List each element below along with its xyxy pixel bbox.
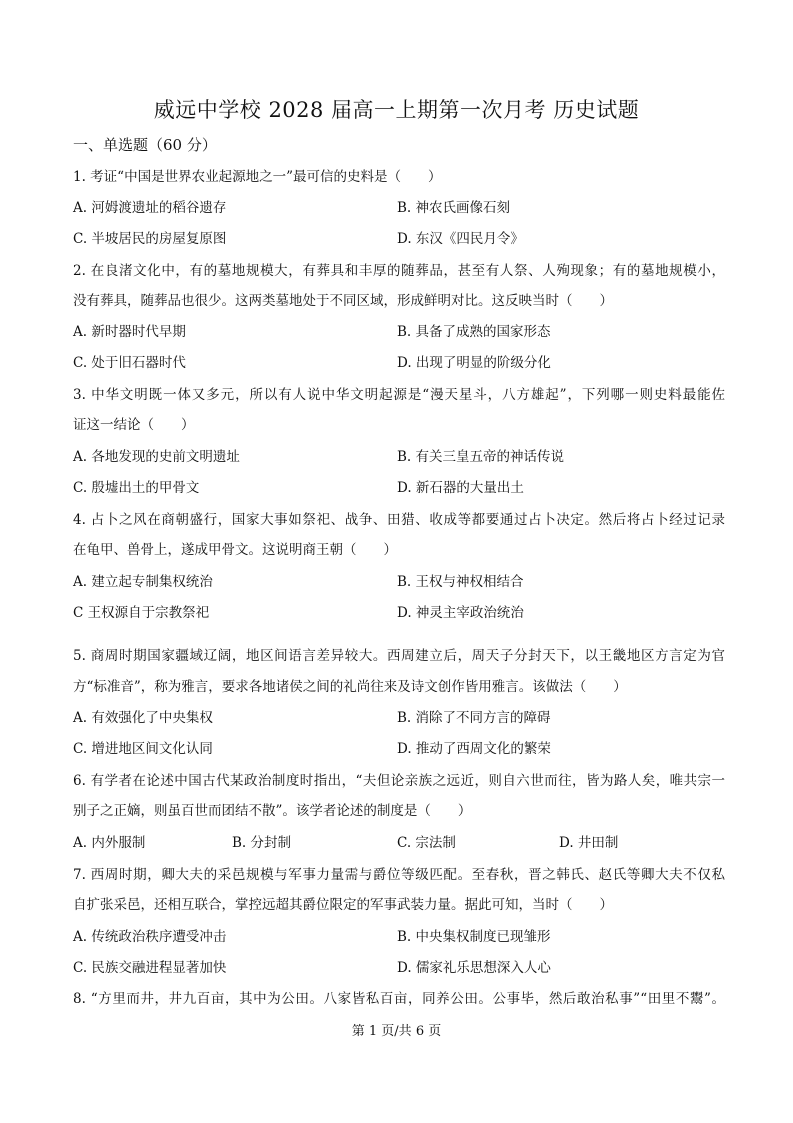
question-4-stem-line-1: 4. 占卜之风在商朝盛行，国家大事如祭祀、战争、田猎、收成等都要通过占卜决定。然后将占卜经过记录: [73, 512, 725, 528]
question-1-option-a: A. 河姆渡遗址的稻谷遗存: [73, 200, 227, 216]
question-6-stem-line-1: 6. 有学者在论述中国古代某政治制度时指出，“夫但论亲族之远近，则自六世而往，皆为路人矣，唯共宗一: [73, 773, 725, 789]
question-3-option-a: A. 各地发现的史前文明遗址: [73, 449, 240, 465]
question-7-option-c: C. 民族交融进程显著加快: [73, 960, 227, 976]
question-4-option-c: C 王权源自于宗教祭祀: [73, 605, 210, 621]
question-3-stem-line-1: 3. 中华文明既一体又多元，所以有人说中华文明起源是“漫天星斗，八方雄起”，下列哪一则史料最能佐: [73, 387, 725, 403]
question-7-option-a: A. 传统政治秩序遭受冲击: [73, 929, 227, 945]
question-2-option-a: A. 新时器时代早期: [73, 324, 186, 340]
question-1-option-c: C. 半坡居民的房屋复原图: [73, 231, 227, 247]
question-2-stem-line-1: 2. 在良渚文化中，有的墓地规模大，有葬具和丰厚的随葬品，甚至有人祭、人殉现象；有的墓地规模小，: [73, 263, 725, 279]
question-2-option-b: B. 具备了成熟的国家形态: [397, 324, 551, 340]
question-3-option-c: C. 殷墟出土的甲骨文: [73, 480, 200, 496]
question-3-option-b: B. 有关三皇五帝的神话传说: [397, 449, 565, 465]
question-5-option-a: A. 有效强化了中央集权: [73, 710, 213, 726]
question-2-stem-line-2: 没有葬具，随葬品也很少。这两类墓地处于不同区域，形成鲜明对比。这反映当时（ ）: [73, 293, 613, 309]
question-7-stem-line-2: 自扩张采邑，还相互联合，掌控远超其爵位限定的军事武装力量。据此可知，当时（ ）: [73, 897, 613, 913]
exam-title: 威远中学校 2028 届高一上期第一次月考 历史试题: [153, 98, 640, 122]
question-5-option-b: B. 消除了不同方言的障碍: [397, 710, 551, 726]
section-heading: 一、单选题（60 分）: [73, 136, 217, 154]
question-7-option-b: B. 中央集权制度已现雏形: [397, 929, 551, 945]
question-7-stem-line-1: 7. 西周时期，卿大夫的采邑规模与军事力量需与爵位等级匹配。至春秋，晋之韩氏、赵氏等卿大夫不仅私: [73, 867, 725, 883]
question-5-option-c: C. 增进地区间文化认同: [73, 741, 213, 757]
question-4-option-a: A. 建立起专制集权统治: [73, 574, 213, 590]
question-7-option-d: D. 儒家礼乐思想深入人心: [397, 960, 551, 976]
question-6-stem-line-2: 别子之正嫡，则虽百世而团结不散”。该学者论述的制度是（ ）: [73, 803, 472, 819]
question-1-option-d: D. 东汉《四民月令》: [397, 231, 524, 247]
page-number-footer: 第 1 页/共 6 页: [351, 1024, 442, 1039]
question-2-option-c: C. 处于旧石器时代: [73, 355, 186, 371]
question-5-stem-line-1: 5. 商周时期国家疆域辽阔，地区间语言差异较大。西周建立后，周天子分封天下，以王畿地区方言定为官: [73, 648, 725, 664]
question-6-option-b: B. 分封制: [232, 835, 292, 851]
question-6-option-c: C. 宗法制: [397, 835, 456, 851]
question-4-stem-line-2: 在龟甲、兽骨上，遂成甲骨文。这说明商王朝（ ）: [73, 542, 397, 558]
question-4-option-d: D. 神灵主宰政治统治: [397, 605, 524, 621]
question-5-option-d: D. 推动了西周文化的繁荣: [397, 741, 551, 757]
question-8-stem-line-1: 8. “方里而井，井九百亩，其中为公田。八家皆私百亩，同养公田。公事毕，然后敢治私事”“田里不鬻”。: [73, 991, 725, 1007]
question-4-option-b: B. 王权与神权相结合: [397, 574, 524, 590]
question-2-option-d: D. 出现了明显的阶级分化: [397, 355, 551, 371]
question-3-stem-line-2: 证这一结论（ ）: [73, 417, 195, 433]
question-5-stem-line-2: 方“标准音”，称为雅言，要求各地诸侯之间的礼尚往来及诗文创作皆用雅言。该做法（ ）: [73, 679, 627, 695]
question-1-stem: 1. 考证“中国是世界农业起源地之一”最可信的史料是（ ）: [73, 169, 442, 185]
question-1-option-b: B. 神农氏画像石刻: [397, 200, 511, 216]
question-6-option-d: D. 井田制: [559, 835, 619, 851]
question-6-option-a: A. 内外服制: [73, 835, 146, 851]
question-3-option-d: D. 新石器的大量出土: [397, 480, 524, 496]
